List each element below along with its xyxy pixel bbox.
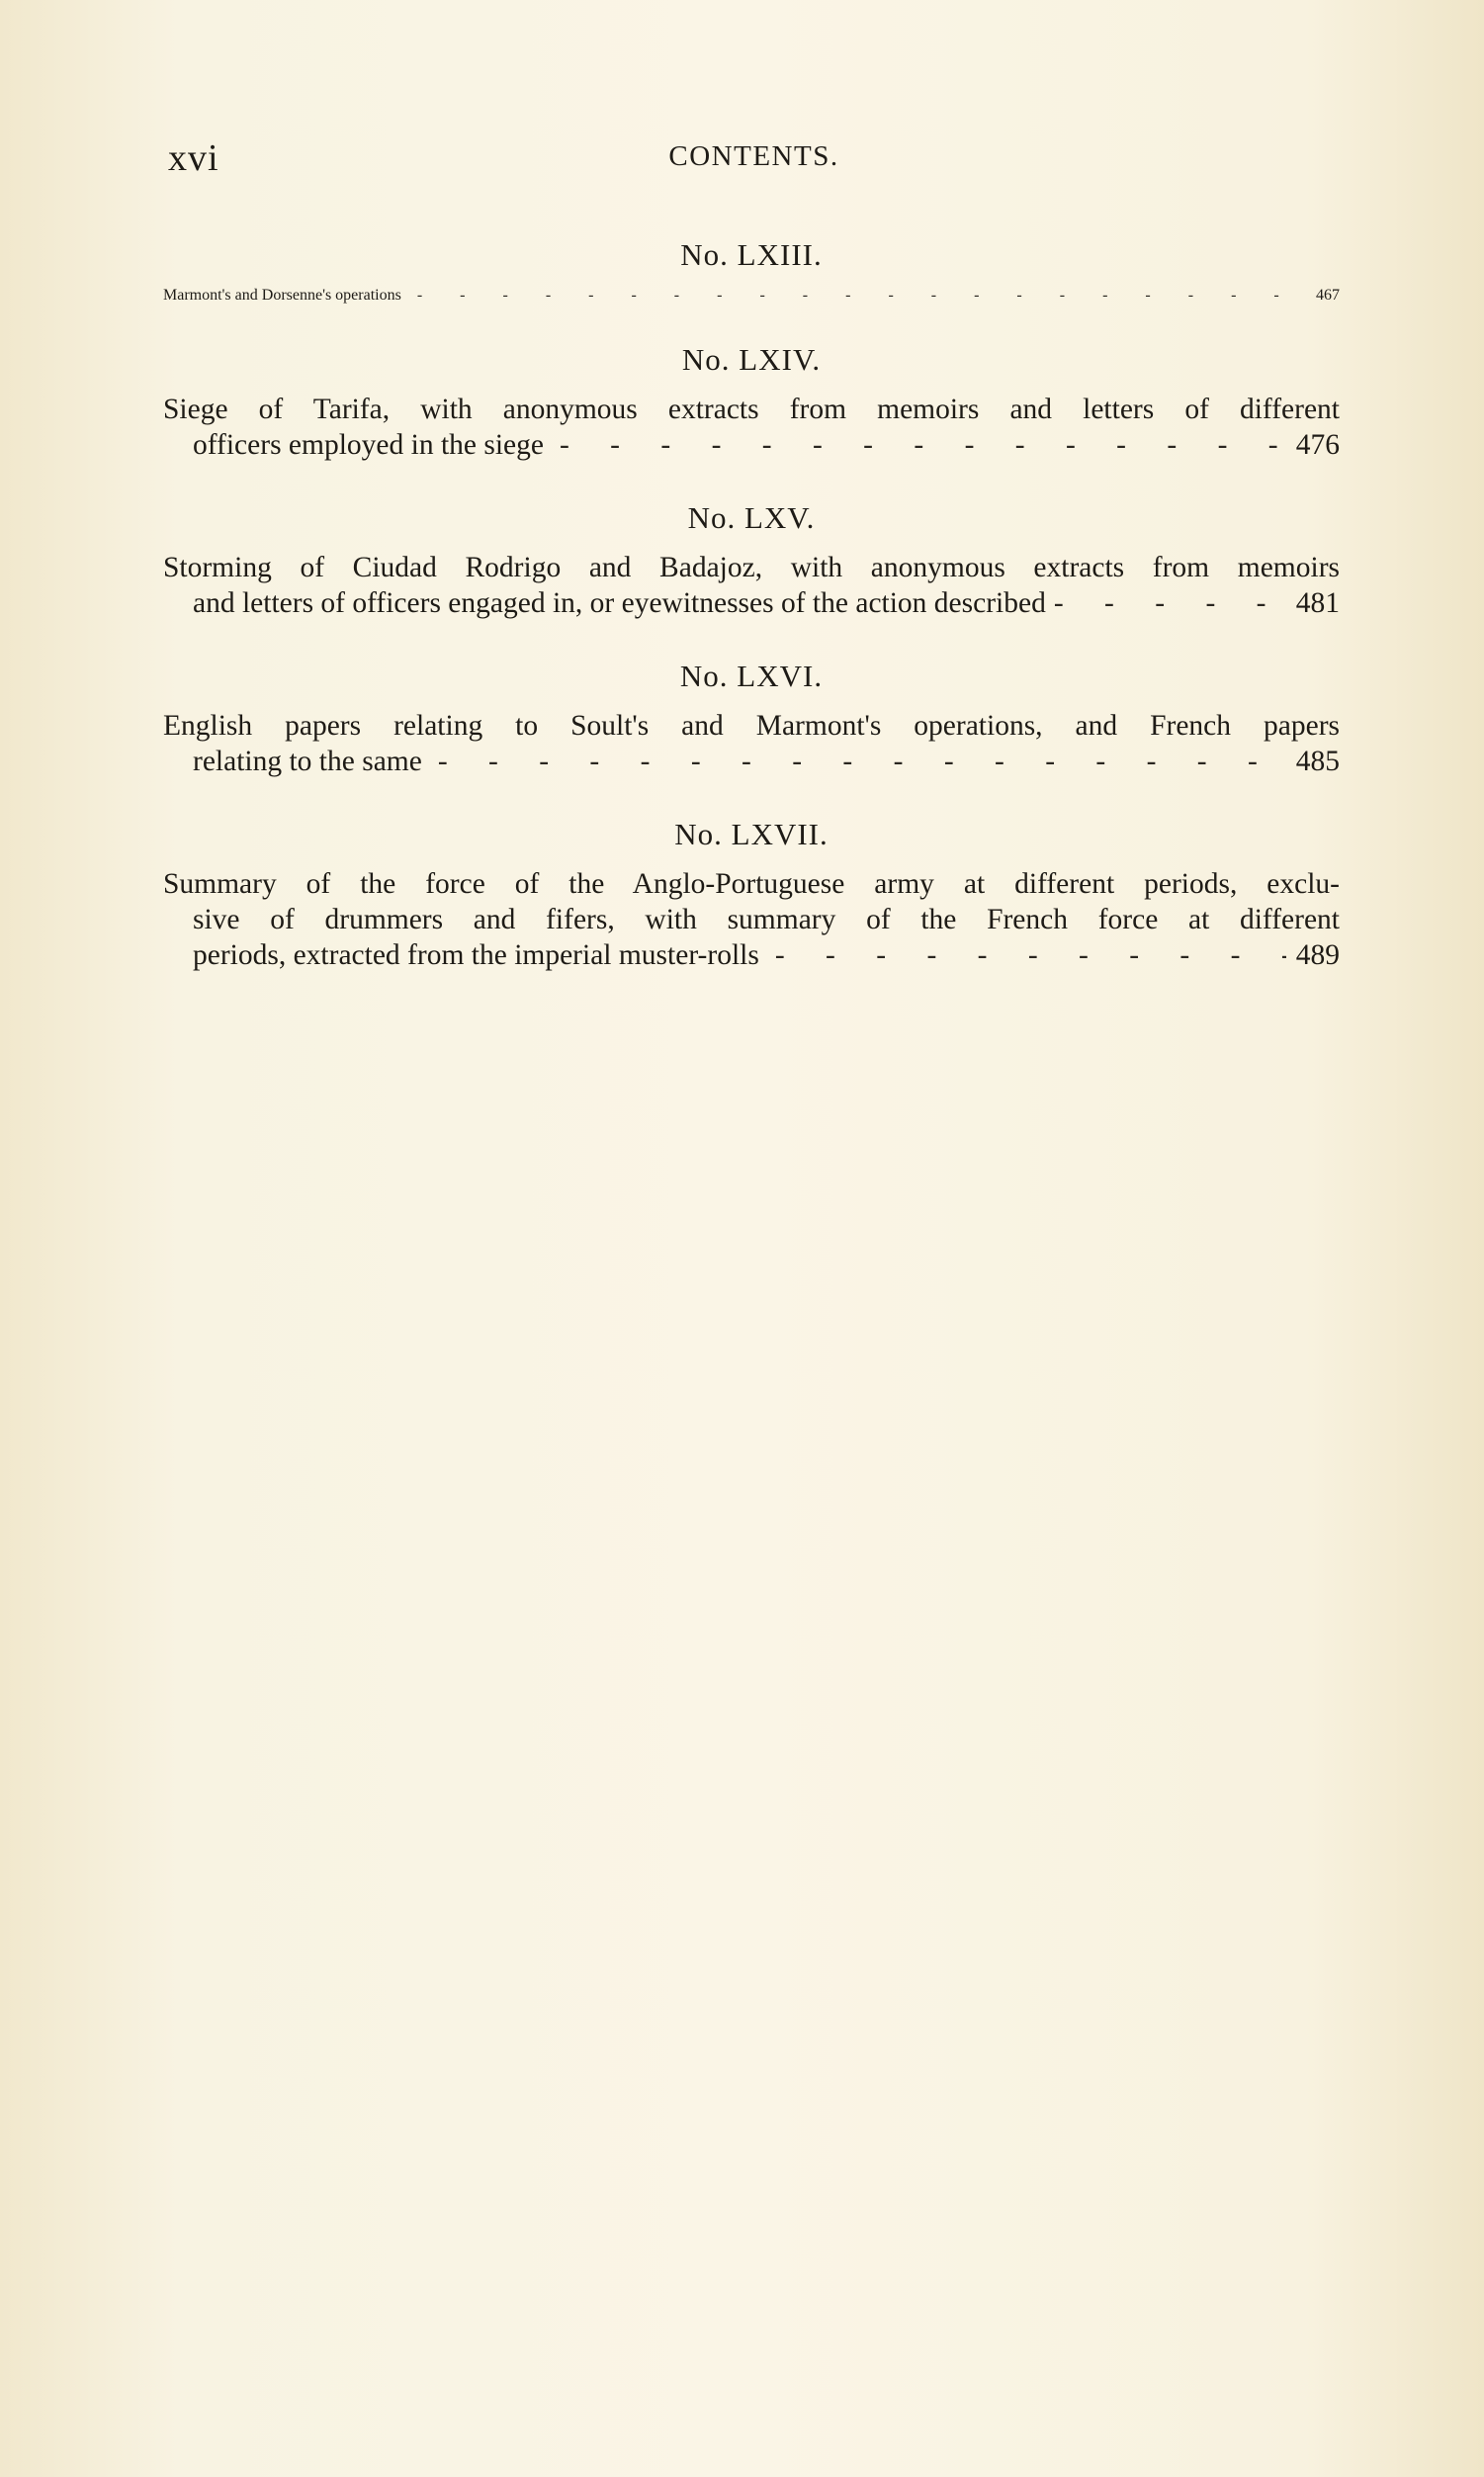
dot-leader — [401, 287, 1286, 305]
contents-entry-lxiv — [163, 342, 1340, 463]
entry-line-final — [163, 744, 1340, 779]
entry-text: officers employed in the siege — [193, 429, 544, 461]
dot-leader — [544, 427, 1286, 463]
entry-line-final — [163, 287, 1340, 305]
contents-entry-lxvii — [163, 817, 1340, 973]
dot-leader — [1046, 585, 1286, 621]
page-number: xvi — [168, 137, 219, 179]
running-head — [168, 136, 1340, 186]
entry-text-line: English papers relating to Soult's and Marmont's operations, and French papers — [163, 710, 1340, 742]
entry-line-final — [163, 427, 1340, 463]
entry-number: No. LXV. — [687, 500, 816, 535]
entry-number: No. LXIV. — [681, 342, 822, 377]
entry-text: periods, extracted from the imperial muster-rolls — [193, 939, 759, 971]
entry-page-number: 467 — [1316, 287, 1340, 304]
dot-leader — [422, 744, 1286, 779]
entry-page-number: 481 — [1295, 587, 1340, 619]
entry-text: and letters of officers engaged in, or eyewitnesses of the action described — [193, 587, 1046, 619]
entry-line-final — [163, 937, 1340, 973]
contents-entry-lxv — [163, 500, 1340, 621]
contents-list — [163, 237, 1340, 1011]
entry-page-number: 476 — [1295, 429, 1340, 461]
entry-number: No. LXVII. — [674, 817, 829, 851]
entry-page-number: 485 — [1295, 746, 1340, 777]
header-title: CONTENTS. — [668, 140, 839, 172]
entry-text: Marmont's and Dorsenne's operations — [163, 287, 401, 304]
entry-page-number: 489 — [1295, 939, 1340, 971]
entry-line-final — [163, 585, 1340, 621]
dot-leader — [759, 937, 1286, 973]
contents-entry-lxvi — [163, 659, 1340, 779]
entry-number: No. LXIII. — [680, 237, 823, 272]
entry-text-line: Siege of Tarifa, with anonymous extracts from memoirs and letters of different — [163, 394, 1340, 425]
entry-text-line: Summary of the force of the Anglo-Portuguese army at different periods, exclu- — [163, 868, 1340, 900]
entry-text-line: sive of drummers and fifers, with summary of the French force at different — [193, 904, 1340, 935]
entry-text: relating to the same — [193, 746, 422, 777]
entry-text-line: Storming of Ciudad Rodrigo and Badajoz, with anonymous extracts from memoirs — [163, 552, 1340, 583]
contents-entry-lxiii — [163, 237, 1340, 305]
entry-number: No. LXVI. — [679, 659, 824, 693]
